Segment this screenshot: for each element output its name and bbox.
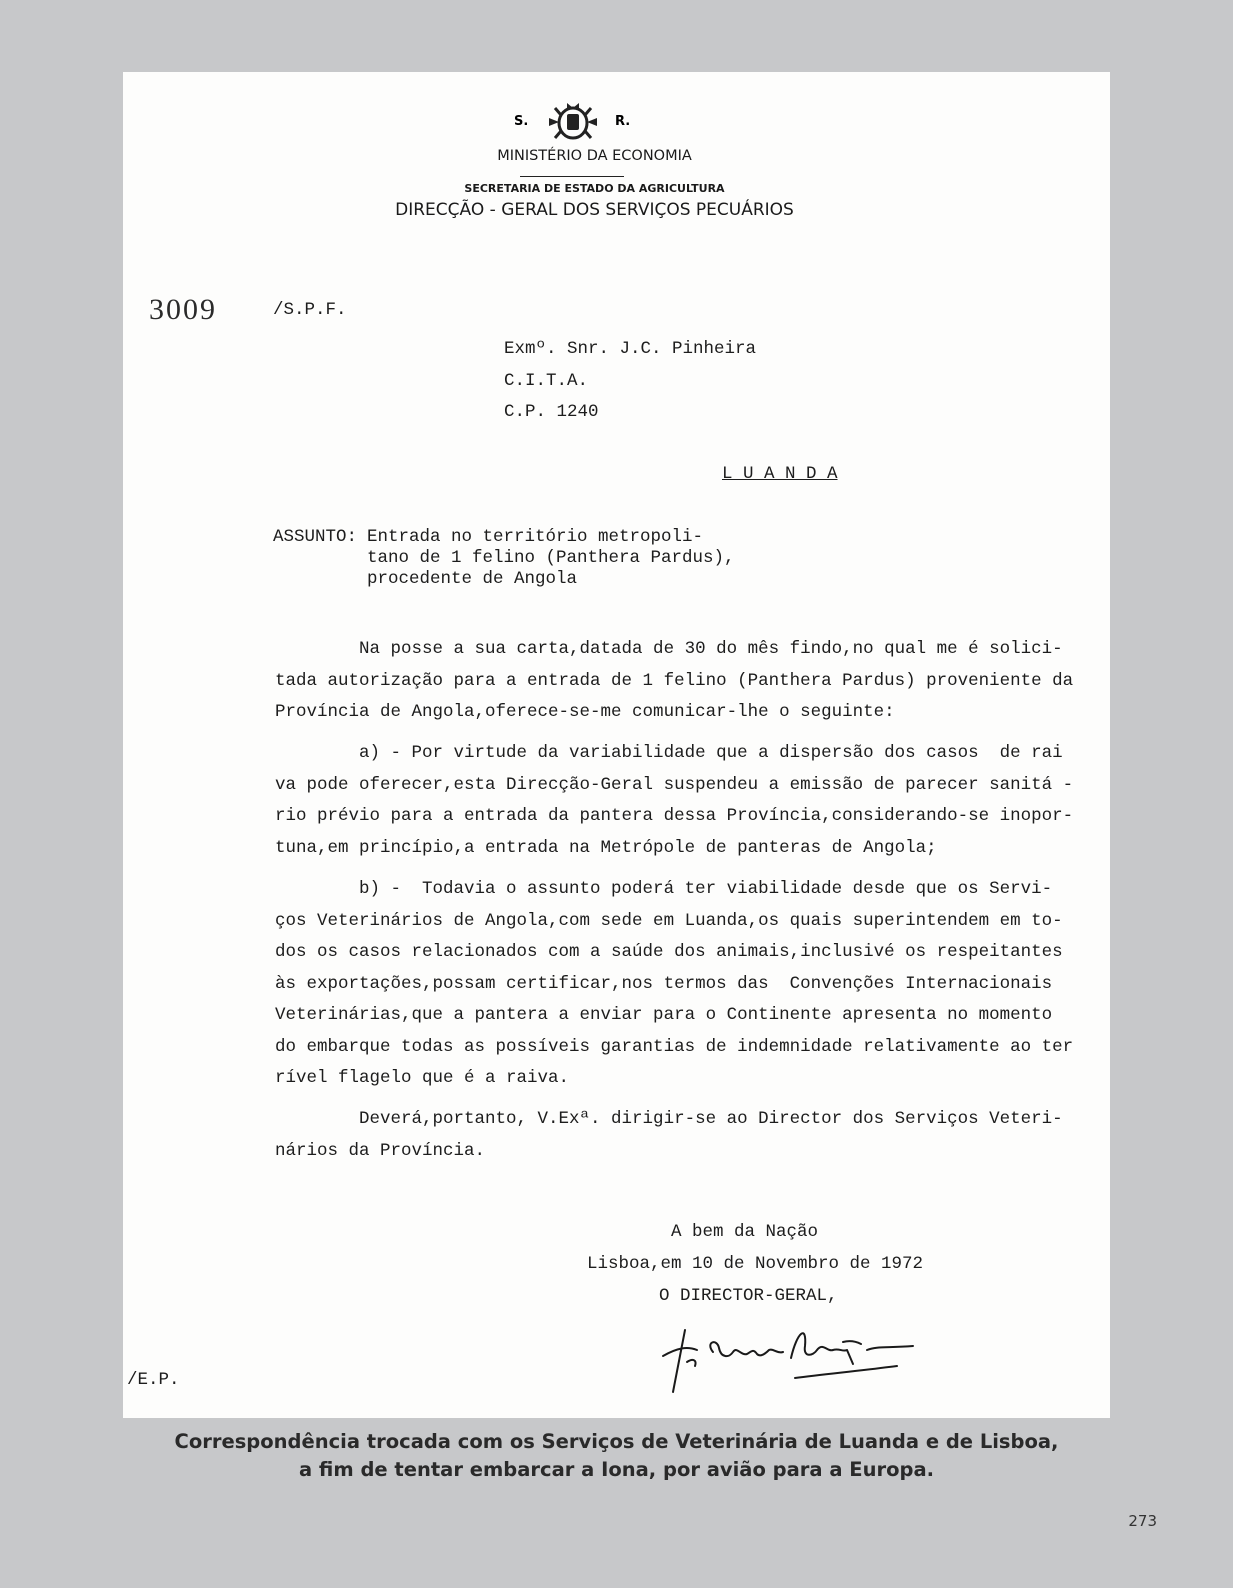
body-line: va pode oferecer,esta Direcção-Geral suspendeu a emissão de parecer sanitá - <box>275 774 1074 795</box>
recipient-city: L U A N D A <box>722 464 838 484</box>
body-line: tada autorização para a entrada de 1 felino (Panthera Pardus) proveniente da <box>275 670 1074 691</box>
header-divider <box>520 176 624 177</box>
body-line: Província de Angola,oferece-se-me comunicar-lhe o seguinte: <box>275 702 895 722</box>
figure-caption <box>0 1428 1233 1484</box>
subject-line-1: Entrada no território metropoli- <box>367 527 704 547</box>
reference-code: /S.P.F. <box>273 300 347 320</box>
handwritten-signature <box>657 1312 937 1402</box>
body-line: b) - Todavia o assunto poderá ter viabilidade desde que os Servi- <box>275 879 1053 899</box>
body-paragraph-a <box>275 738 1085 864</box>
body-line: a) - Por virtude da variabilidade que a dispersão dos casos de rai <box>275 743 1063 763</box>
closing-place-date: Lisboa,em 10 de Novembro de 1972 <box>587 1254 924 1274</box>
body-line: Na posse a sua carta,datada de 30 do mês findo,no qual me é solici- <box>275 639 1063 659</box>
body-line: Deverá,portanto, V.Exª. dirigir-se ao Director dos Serviços Veteri- <box>275 1109 1063 1129</box>
reference-number-stamp: 3009 <box>149 293 217 326</box>
closing-salutation: A bem da Nação <box>671 1222 819 1242</box>
directorate-title: DIRECÇÃO - GERAL DOS SERVIÇOS PECUÁRIOS <box>395 200 794 220</box>
recipient-postbox: C.P. 1240 <box>504 402 599 422</box>
body-line: ços Veterinários de Angola,com sede em Luanda,os quais superintendem em to- <box>275 910 1063 931</box>
typist-initials: /E.P. <box>127 1370 180 1390</box>
caption-line-1: Correspondência trocada com os Serviços de Veterinária de Luanda e de Lisboa, <box>174 1430 1059 1453</box>
caption-line-2: a fim de tentar embarcar a Iona, por avião para a Europa. <box>298 1458 935 1481</box>
s-mark: S. <box>514 114 529 129</box>
subject-label: ASSUNTO: <box>273 527 358 547</box>
body-paragraph-closing <box>275 1104 1085 1167</box>
coat-of-arms-icon <box>545 100 601 146</box>
body-line: do embarque todas as possíveis garantias de indemnidade relativamente ao ter <box>275 1036 1074 1057</box>
body-line: dos os casos relacionados com a saúde dos animais,inclusivé os respeitantes <box>275 942 1063 962</box>
page-number: 273 <box>1128 1512 1157 1530</box>
ministry-title: MINISTÉRIO DA ECONOMIA <box>497 148 692 164</box>
recipient-name: Exmº. Snr. J.C. Pinheira <box>504 339 757 359</box>
body-paragraph-1 <box>275 634 1085 729</box>
recipient-organization: C.I.T.A. <box>504 371 589 391</box>
secretariat-title: SECRETARIA DE ESTADO DA AGRICULTURA <box>464 182 725 195</box>
body-line: Veterinárias,que a pantera a enviar para o Continente apresenta no momento <box>275 1005 1053 1025</box>
body-paragraph-b <box>275 874 1085 1095</box>
body-line: rio prévio para a entrada da pantera dessa Província,considerando-se inopor- <box>275 806 1074 826</box>
r-mark: R. <box>615 114 631 129</box>
body-line: rível flagelo que é a raiva. <box>275 1068 570 1088</box>
closing-title: O DIRECTOR-GERAL, <box>659 1286 838 1306</box>
subject-line-3: procedente de Angola <box>367 569 578 589</box>
subject-line-2: tano de 1 felino (Panthera Pardus), <box>367 548 735 568</box>
letter-sheet <box>123 72 1110 1418</box>
body-line: às exportações,possam certificar,nos termos das Convenções Internacionais <box>275 973 1053 994</box>
body-line: tuna,em princípio,a entrada na Metrópole de panteras de Angola; <box>275 837 937 858</box>
body-line: nários da Província. <box>275 1140 486 1161</box>
